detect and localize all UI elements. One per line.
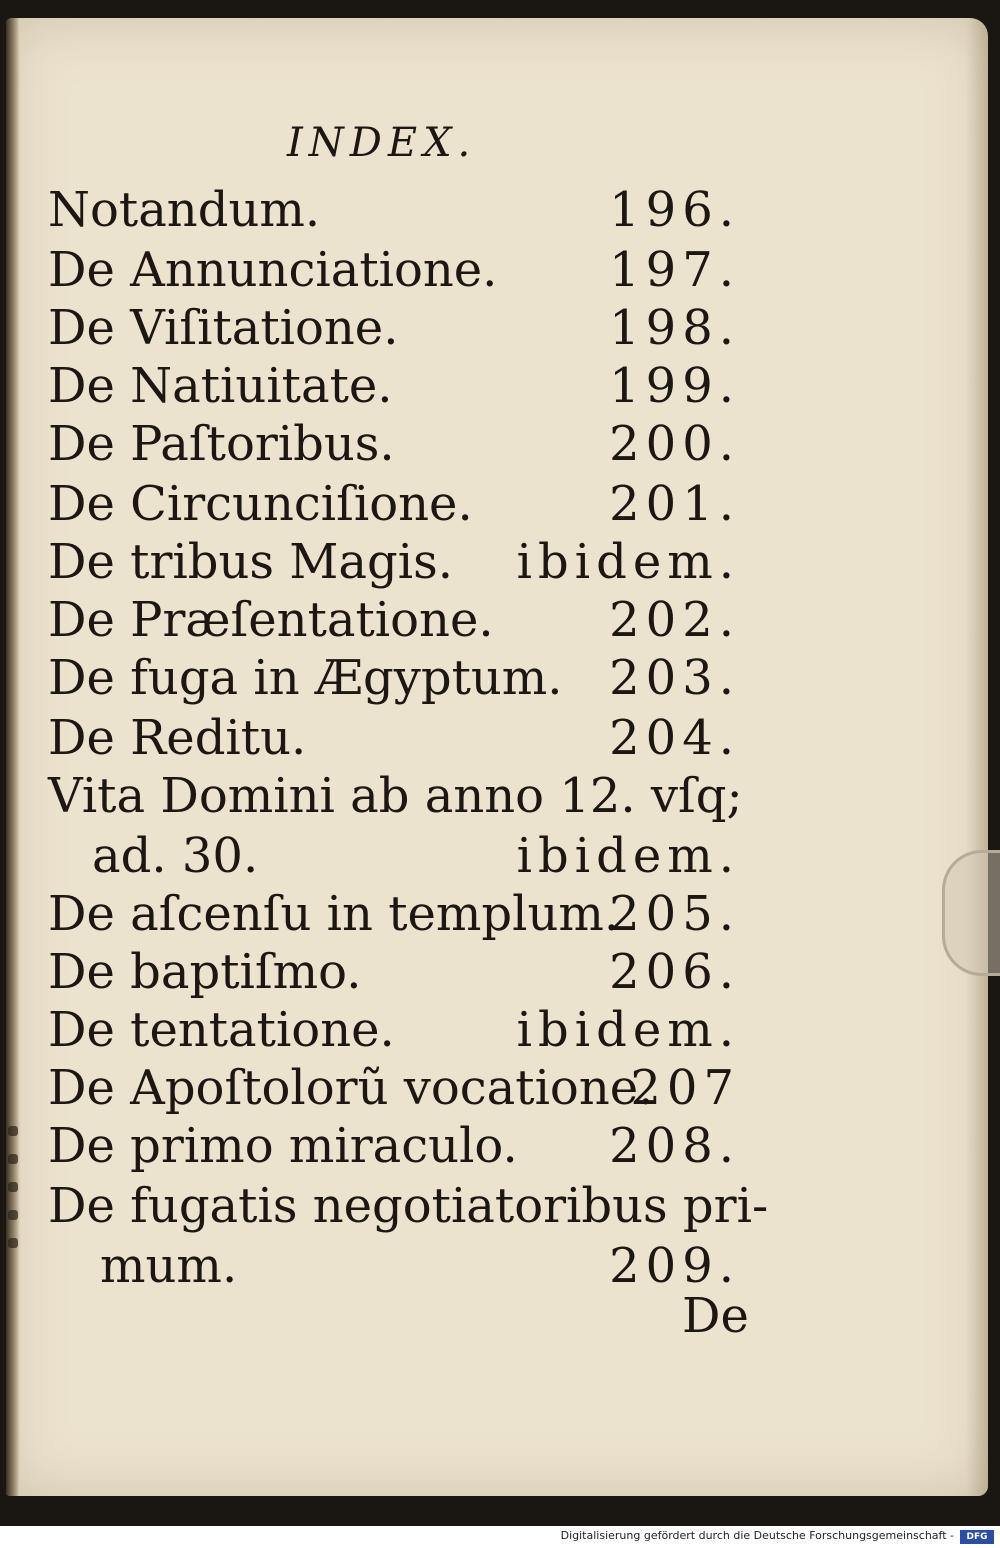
entry-title: De Annunciatione. [48, 242, 498, 298]
entry-title: De Circunciſione. [48, 476, 473, 532]
entry-page: 205. [609, 886, 740, 942]
entry-page: 197. [609, 242, 740, 298]
index-entry [48, 648, 740, 708]
entry-page: 203. [609, 650, 740, 706]
index-entry [48, 1236, 740, 1296]
entry-title: De baptiſmo. [48, 944, 362, 1000]
entry-title: De tribus Magis. [48, 534, 453, 590]
index-entry [48, 1116, 740, 1176]
index-entry [48, 356, 740, 416]
dfg-logo: DFG [960, 1530, 994, 1544]
funding-notice: Digitalisierung gefördert durch die Deutsche Forschungsgemeinschaft - [560, 1529, 954, 1542]
index-entry [48, 1176, 769, 1236]
entry-title: De Viſitatione. [48, 300, 399, 356]
entry-title: De fuga in Ægyptum. [48, 650, 563, 706]
entry-page: 204. [609, 710, 740, 766]
index-entry [48, 884, 740, 944]
index-entry [48, 298, 740, 358]
index-entry [48, 1058, 740, 1118]
index-entry [48, 240, 740, 300]
entry-page: 200. [609, 416, 740, 472]
entry-title: De Paſtoribus. [48, 416, 395, 472]
entry-title: De aſcenſu in templum. [48, 886, 620, 942]
index-entry [48, 708, 740, 768]
entry-title: De Reditu. [48, 710, 307, 766]
index-entry [48, 766, 743, 826]
index-entry [48, 180, 740, 240]
index-entry [48, 414, 740, 474]
entry-title: De Præſentatione. [48, 592, 494, 648]
entry-page: ibidem. [516, 1002, 740, 1058]
entry-page: 198. [609, 300, 740, 356]
entry-title: De Apoſtolorũ vocatione. [48, 1060, 654, 1116]
index-entry [48, 942, 740, 1002]
page-header: INDEX. [287, 120, 477, 166]
entry-title: De tentatione. [48, 1002, 395, 1058]
entry-title: ad. 30. [92, 828, 259, 884]
index-entry [48, 590, 740, 650]
entry-title: De fugatis negotiatoribus pri- [48, 1178, 769, 1234]
entry-page: 196. [609, 182, 740, 238]
entry-page: ibidem. [516, 534, 740, 590]
digitization-footer [0, 1526, 1000, 1548]
entry-title: mum. [100, 1238, 238, 1294]
catchword: De [682, 1288, 749, 1344]
entry-page: 199. [609, 358, 740, 414]
entry-title: De primo miraculo. [48, 1118, 518, 1174]
index-entry [48, 532, 740, 592]
index-entry [48, 826, 740, 886]
index-entry [48, 1000, 740, 1060]
entry-page: ibidem. [516, 828, 740, 884]
entry-page: 208. [609, 1118, 740, 1174]
entry-title: Notandum. [48, 182, 321, 238]
entry-page: 202. [609, 592, 740, 648]
entry-title: Vita Domini ab anno 12. vſq; [48, 768, 743, 824]
entry-page: 207 [630, 1060, 740, 1116]
entry-page: 201. [609, 476, 740, 532]
entry-page: 209. [609, 1238, 740, 1294]
entry-title: De Natiuitate. [48, 358, 393, 414]
entry-page: 206. [609, 944, 740, 1000]
index-entry [48, 474, 740, 534]
